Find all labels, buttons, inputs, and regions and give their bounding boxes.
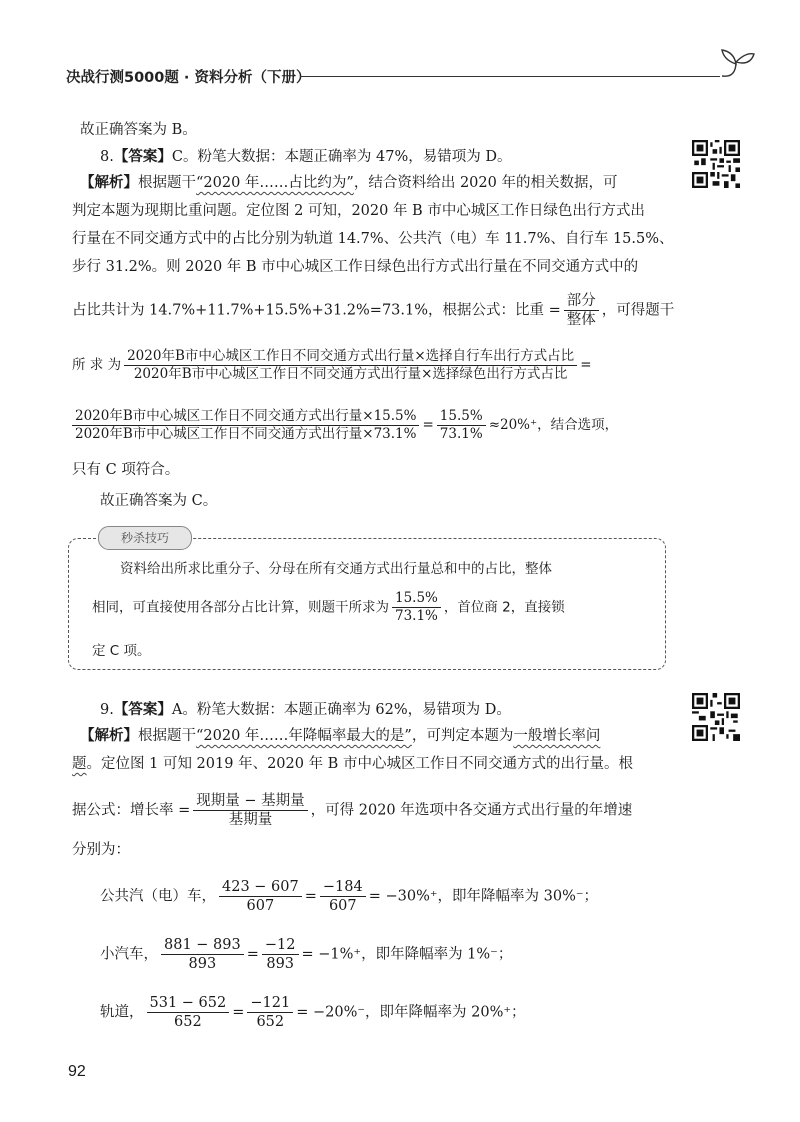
tip-fraction: $\frac{15.5\%}{73.1\%}$ xyxy=(392,590,441,625)
tip-line2: 相同，可直接使用各部分占比计算，则题干所求为 $\frac{15.5\%}{73.1\%}$ ，首位商 2，直接锁 xyxy=(92,590,565,624)
analysis-tag: 【解析】 xyxy=(80,174,138,191)
running-header-title: 决战行测5000题 · 资料分析（下册） xyxy=(66,70,311,86)
q8-analysis-line8: 只有 C 项符合。 xyxy=(72,462,180,478)
ratio-formula: $\frac{\text{部分}}{\text{整体}}$ xyxy=(564,292,599,329)
qr-code-icon[interactable] xyxy=(692,140,740,188)
qr-code-icon[interactable] xyxy=(692,693,740,741)
header-rule xyxy=(300,76,720,77)
q8-number: 8. xyxy=(100,149,114,165)
q8-analysis-line1: 【解析】根据题干“2020 年……占比约为”，结合资料给出 2020 年的相关数据，可 xyxy=(80,174,618,191)
tip-line1: 资料给出所求比重分子、分母在所有交通方式出行量总和中的占比，整体 xyxy=(120,561,552,577)
q9-number: 9. xyxy=(100,702,114,718)
calc-row-bus: 公共汽（电）车， $\frac{423 - 607}{607}$ = $\frac{-184}{607}$ = −30%⁺，即年降幅率为 30%⁻； xyxy=(100,879,598,915)
calc-row-car: 小汽车， $\frac{881 - 893}{893}$ = $\frac{-12}{893}$ = −1%⁺，即年降幅率为 1%⁻； xyxy=(100,937,513,973)
answer-tag: 【答案】 xyxy=(113,148,172,165)
q8-analysis-line2: 判定本题为现期比重问题。定位图 2 可知，2020 年 B 市中心城区工作日绿色出行方式出 xyxy=(72,203,645,219)
q8-conclusion: 故正确答案为 C。 xyxy=(100,493,218,509)
q9-analysis-line4: 分别为： xyxy=(72,842,130,858)
page-number: 92 xyxy=(68,1063,86,1080)
answer-tag: 【答案】 xyxy=(113,701,172,718)
tip-line3: 定 C 项。 xyxy=(92,643,151,659)
analysis-tag: 【解析】 xyxy=(80,727,138,744)
q8-analysis-line6: 所 求 为 $\frac{\text{2020年B市中心城区工作日不同交通方式出行量×选择自行车出行方式占比}}{\text{2020年B市中心城区工作日不同交通方式出行量×选择绿色出行方式占比}}$ = xyxy=(72,348,592,382)
q8-analysis-line7: $\frac{\text{2020年B市中心城区工作日不同交通方式出行量×15.5\%}}{\text{2020年B市中心城区工作日不同交通方式出行量×73.1\%}}$ = $\frac{15.5\%}{73.1\%}$ ≈20%⁺，结合选项， xyxy=(72,408,618,443)
q8-answer-text: C。粉笔大数据：本题正确率为 47%，易错项为 D。 xyxy=(171,149,512,165)
q8-analysis-line4: 步行 31.2%。则 2020 年 B 市中心城区工作日绿色出行方式出行量在不同交通方式中的 xyxy=(72,259,639,275)
q9-analysis-line3: 据公式：增长率 = $\frac{\text{现期量 − 基期量}}{\text{基期量}}$ ，可得 2020 年选项中各交通方式出行量的年增速 xyxy=(72,793,633,829)
q9-answer xyxy=(100,696,690,724)
tip-tag: 秒杀技巧 xyxy=(98,526,192,550)
big-fraction: $\frac{\text{2020年B市中心城区工作日不同交通方式出行量×选择自行车出行方式占比}}{\text{2020年B市中心城区工作日不同交通方式出行量×选择绿色出行方式占比}}$ xyxy=(124,348,577,383)
simplified-fraction: $\frac{15.5\%}{73.1\%}$ xyxy=(437,408,486,443)
q9-answer-text: A。粉笔大数据：本题正确率为 62%，易错项为 D。 xyxy=(171,702,511,718)
calc-row-rail: 轨道， $\frac{531 - 652}{652}$ = $\frac{-121}{652}$ = −20%⁻，即年降幅率为 20%⁺； xyxy=(100,995,526,1031)
q8-answer xyxy=(100,143,690,171)
full-expression-fraction: $\frac{\text{2020年B市中心城区工作日不同交通方式出行量×15.5\%}}{\text{2020年B市中心城区工作日不同交通方式出行量×73.1\%}}$ xyxy=(72,408,419,443)
q9-analysis-line1: 【解析】根据题干“2020 年……年降幅率最大的是”，可判定本题为一般增长率问 xyxy=(80,727,601,744)
q9-analysis-line2: 题。定位图 1 可知 2019 年、2020 年 B 市中心城区工作日不同交通方式的出行量。根 xyxy=(72,756,633,772)
q7-conclusion: 故正确答案为 B。 xyxy=(80,122,197,138)
q8-analysis-line3: 行量在不同交通方式中的占比分别为轨道 14.7%、公共汽（电）车 11.7%、自行车 15.5%、 xyxy=(72,231,674,247)
sprout-icon xyxy=(716,48,756,82)
growth-rate-formula: $\frac{\text{现期量 − 基期量}}{\text{基期量}}$ xyxy=(193,792,307,829)
q8-analysis-line5: 占比共计为 14.7%+11.7%+15.5%+31.2%=73.1%，根据公式：比重 = $\frac{\text{部分}}{\text{整体}}$ ，可得题干 xyxy=(72,293,675,329)
